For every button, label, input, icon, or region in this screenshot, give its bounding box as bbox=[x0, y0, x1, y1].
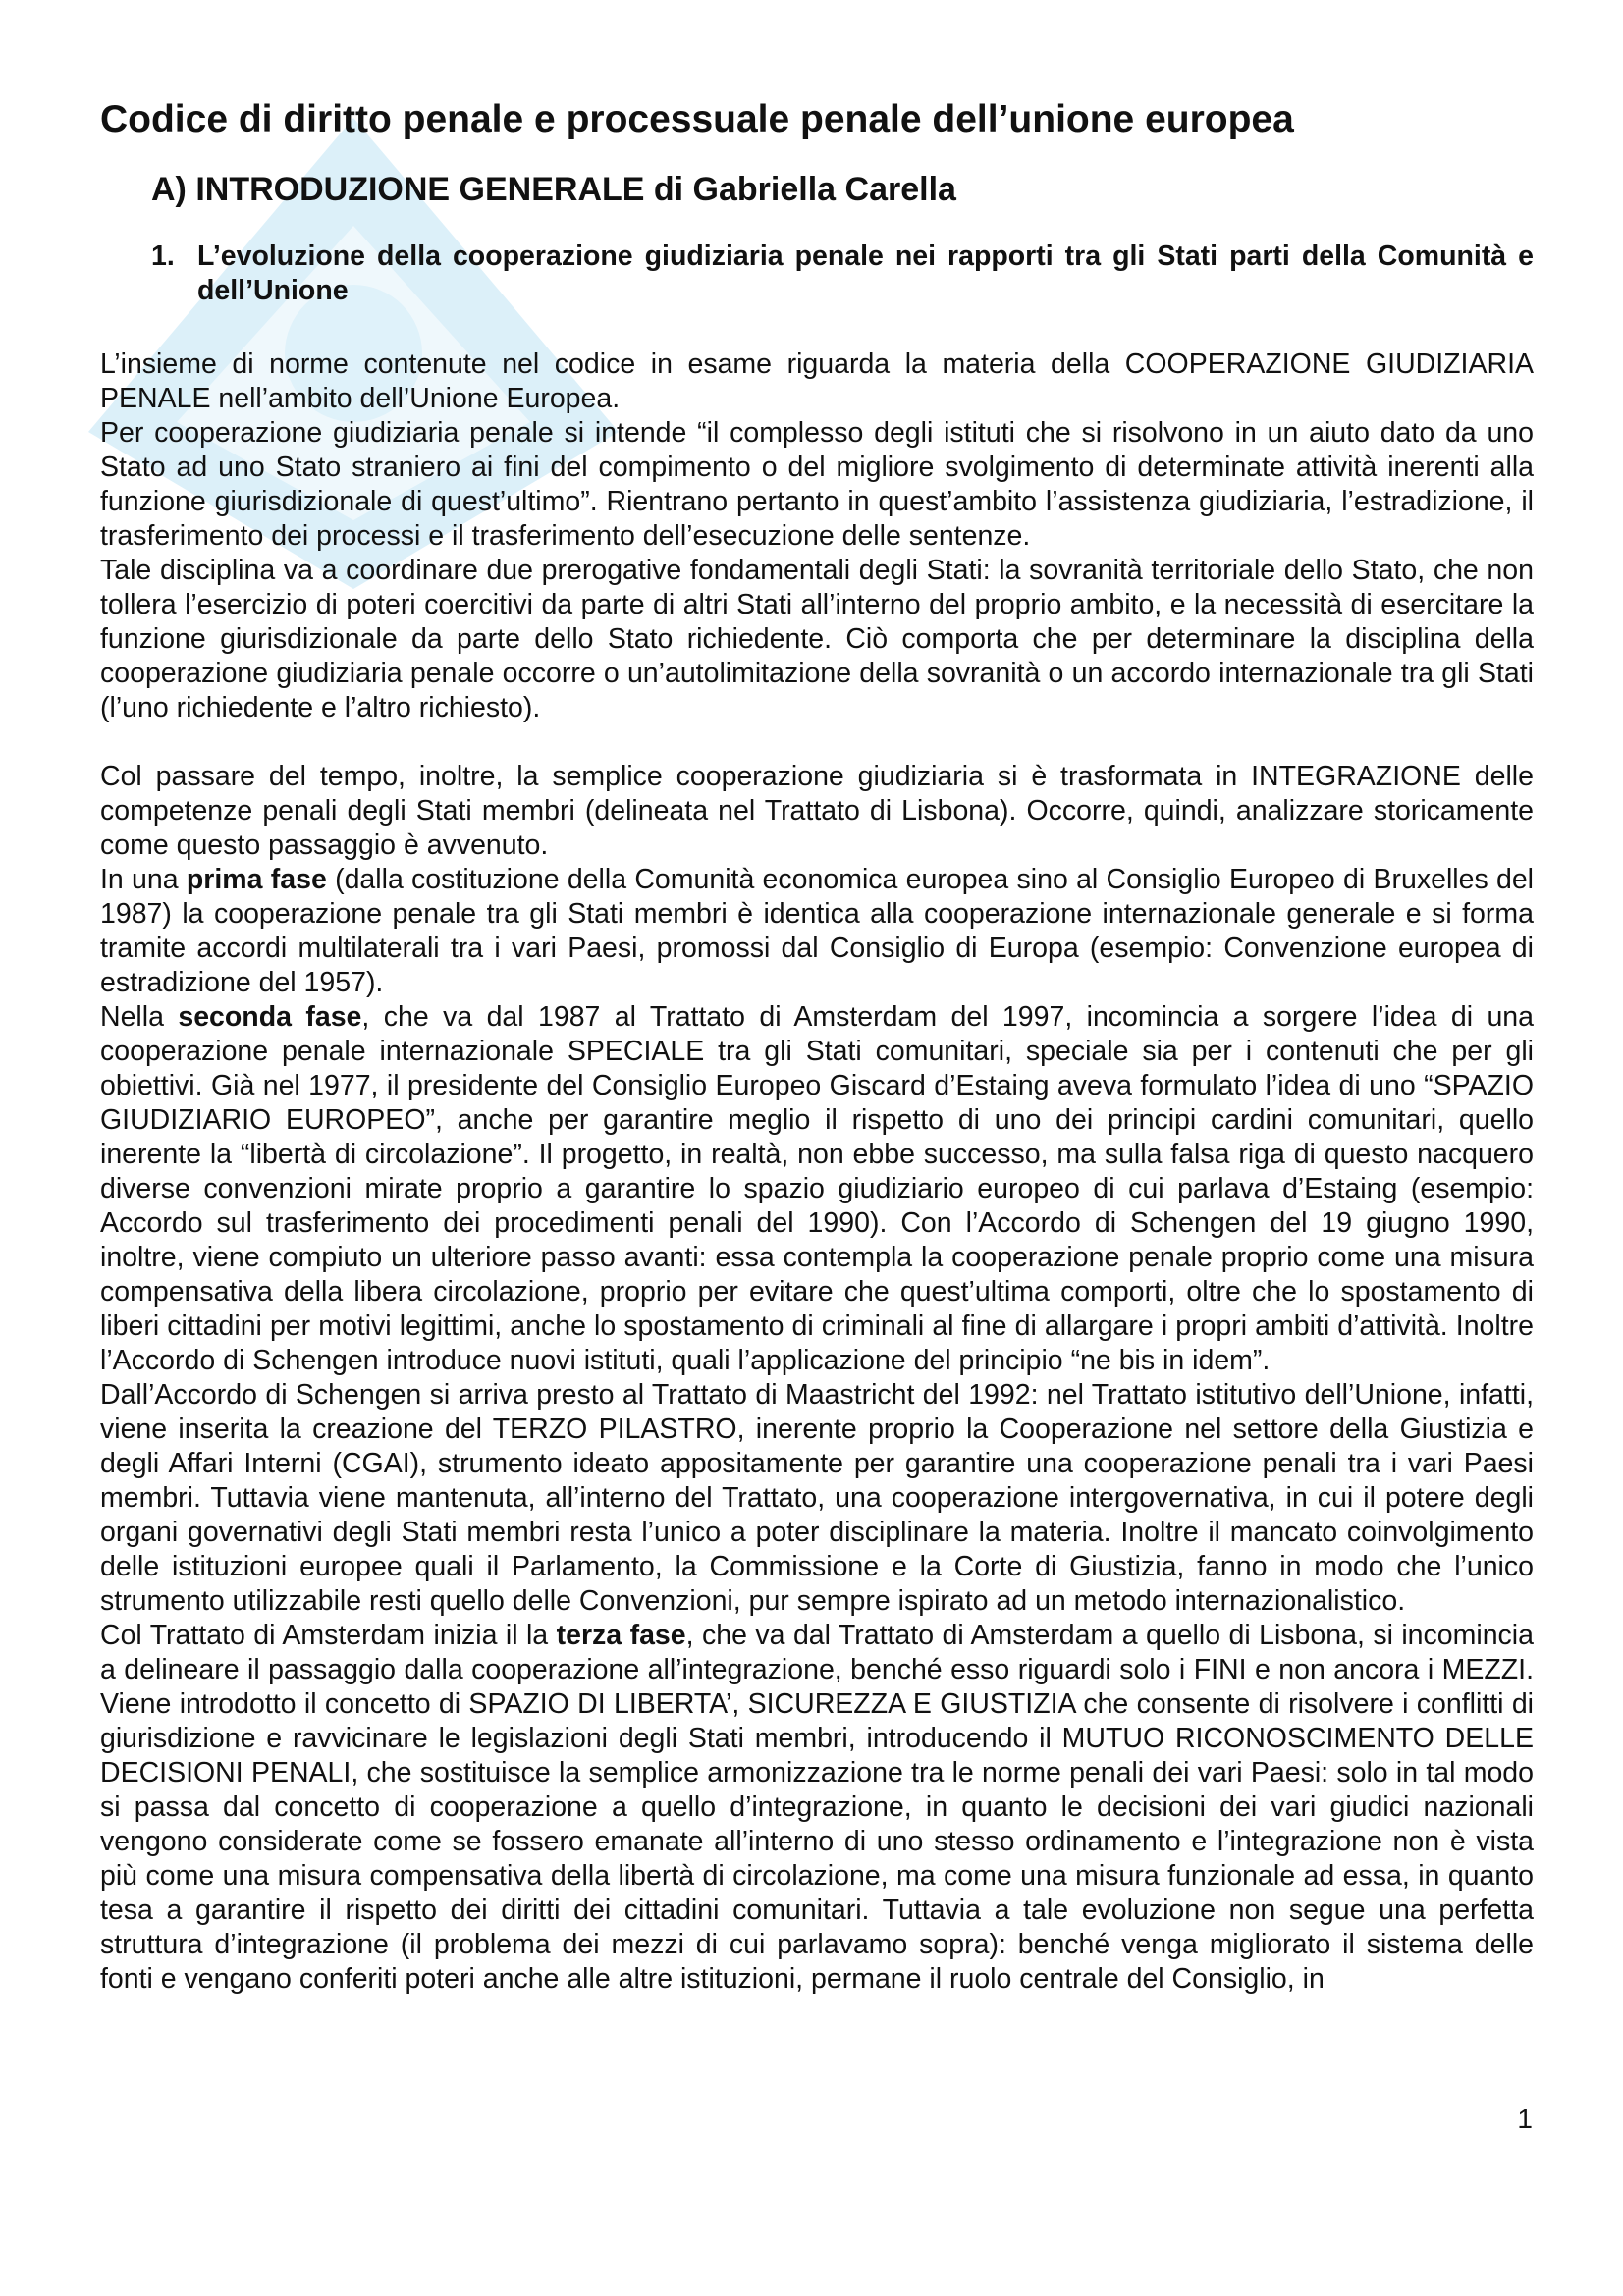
paragraph-2 bbox=[100, 416, 1534, 554]
paragraph-emphasis: terza fase bbox=[556, 1619, 686, 1651]
paragraph-8 bbox=[100, 1619, 1534, 1997]
paragraph-text: (dalla costituzione della Comunità economica europea sino al Consiglio Europeo di Bruxelles del 1987) la cooperazione penale tra gli Stati membri è identica alla cooperazione internazionale generale e si forma tramite accordi multilaterali tra i vari Paesi, promossi dal Consiglio di Europa (esempio: Convenzione europea di estradizione del 1957). bbox=[100, 863, 1535, 998]
document-title: Codice di diritto penale e processuale penale dell’unione europea bbox=[100, 98, 1294, 140]
paragraph-6 bbox=[100, 1000, 1534, 1378]
section-heading: A) INTRODUZIONE GENERALE di Gabriella Carella bbox=[151, 170, 956, 208]
subsection-heading bbox=[151, 240, 1534, 308]
paragraph-text: , che va dal 1987 al Trattato di Amsterdam del 1997, incomincia a sorgere l’idea di una cooperazione penale internazionale SPECIALE tra gli Stati comunitari, speciale sia per i contenuti che per gli obiettivi. Già nel 1977, il presidente del Consiglio Europeo Giscard d’Estaing aveva formulato l’idea di uno “SPAZIO GIUDIZIARIO EUROPEO”, anche per garantire meglio il rispetto di uno dei principi cardini comunitari, quello inerente la “libertà di circolazione”. Il progetto, in realtà, non ebbe successo, ma sulla falsa riga di questo nacquero diverse convenzioni mirate proprio a garantire lo spazio giudiziario europeo di cui parlava d’Estaing (esempio: Accordo sul trasferimento dei procedimenti penali del 1990). Con l’Accordo di Schengen del 19 giugno 1990, inoltre, viene compiuto un ulteriore passo avanti: essa contempla la cooperazione penale proprio come una misura compensativa della libera circolazione, proprio per evitare che quest’ultima comporti, oltre che lo spostamento di liberi cittadini per motivi legittimi, anche lo spostamento di criminali al fine di allargare i propri ambiti d’attività. Inoltre l’Accordo di Schengen introduce nuovi istituti, quali l’applicazione del principio “ne bis in idem”. bbox=[100, 1000, 1534, 1376]
document-body bbox=[100, 98, 1534, 1997]
paragraph-emphasis: seconda fase bbox=[178, 1000, 362, 1033]
paragraph-4 bbox=[100, 760, 1534, 863]
page-number: 1 bbox=[1517, 2104, 1533, 2134]
paragraph-gap bbox=[100, 725, 1534, 760]
subsection-title: L’evoluzione della cooperazione giudiziaria penale nei rapporti tra gli Stati parti della Comunità e dell’Unione bbox=[197, 240, 1534, 306]
paragraph-5 bbox=[100, 863, 1534, 1000]
paragraph-text: Tale disciplina va a coordinare due prerogative fondamentali degli Stati: la sovranità territoriale dello Stato, che non tollera l’esercizio di poteri coercitivi da parte di altri Stati all’interno del proprio ambito, e la necessità di esercitare la funzione giurisdizionale da parte dello Stato richiedente. Ciò comporta che per determinare la disciplina della cooperazione giudiziaria penale occorre o un’autolimitazione della sovranità o un accordo internazionale tra gli Stati (l’uno richiedente e l’altro richiesto). bbox=[100, 554, 1534, 723]
paragraph-text: L’insieme di norme contenute nel codice in esame riguarda la materia della COOPERAZIONE GIUDIZIARIA PENALE nell’ambito dell’Unione Europea. bbox=[100, 347, 1534, 414]
paragraph-1 bbox=[100, 347, 1534, 416]
paragraph-7 bbox=[100, 1378, 1534, 1619]
paragraph-text: Per cooperazione giudiziaria penale si intende “il complesso degli istituti che si risolvono in un aiuto dato da uno Stato ad uno Stato straniero ai fini del compimento o del migliore svolgimento di determinate attività inerenti alla funzione giurisdizionale di quest’ultimo”. Rientrano pertanto in quest’ambito l’assistenza giudiziaria, l’estradizione, il trasferimento dei processi e il trasferimento dell’esecuzione delle sentenze. bbox=[100, 416, 1534, 552]
paragraph-text: , che va dal Trattato di Amsterdam a quello di Lisbona, si incomincia a delineare il passaggio dalla cooperazione all’integrazione, benché esso riguardi solo i FINI e non ancora i MEZZI. Viene introdotto il concetto di SPAZIO DI LIBERTA’, SICUREZZA E GIUSTIZIA che consente di risolvere i conflitti di giurisdizione e ravvicinare le legislazioni degli Stati membri, introducendo il MUTUO RICONOSCIMENTO DELLE DECISIONI PENALI, che sostituisce la semplice armonizzazione tra le norme penali dei vari Paesi: solo in tal modo si passa dal concetto di cooperazione a quello d’integrazione, in quanto le decisioni dei vari giudici nazionali vengono considerate come se fossero emanate all’interno di uno stesso ordinamento e l’integrazione non è vista più come una misura compensativa della libertà di circolazione, ma come una misura funzionale ad essa, in quanto tesa a garantire il rispetto dei diritti dei cittadini comunitari. Tuttavia a tale evoluzione non segue una perfetta struttura d’integrazione (il problema dei mezzi di cui parlavamo sopra): benché venga migliorato il sistema delle fonti e vengano conferiti poteri anche alle altre istituzioni, permane il ruolo centrale del Consiglio, in bbox=[100, 1619, 1534, 1995]
subsection-number: 1. bbox=[151, 240, 175, 272]
paragraph-text: Nella bbox=[100, 1000, 179, 1033]
paragraph-text: In una bbox=[100, 863, 187, 895]
paragraph-emphasis: prima fase bbox=[186, 863, 327, 895]
paragraph-text: Dall’Accordo di Schengen si arriva presto al Trattato di Maastricht del 1992: nel Trattato istitutivo dell’Unione, infatti, viene inserita la creazione del TERZO PILASTRO, inerente proprio la Cooperazione nel settore della Giustizia e degli Affari Interni (CGAI), strumento ideato appositamente per garantire una cooperazione penali tra i vari Paesi membri. Tuttavia viene mantenuta, all’interno del Trattato, una cooperazione intergovernativa, in cui il potere degli organi governativi degli Stati membri resta l’unico a poter disciplinare la materia. Inoltre il mancato coinvolgimento delle istituzioni europee quali il Parlamento, la Commissione e la Corte di Giustizia, fanno in modo che l’unico strumento utilizzabile resti quello delle Convenzioni, pur sempre ispirato ad un metodo internazionalistico. bbox=[100, 1378, 1534, 1617]
paragraph-3 bbox=[100, 554, 1534, 725]
paragraph-text: Col Trattato di Amsterdam inizia il la bbox=[100, 1619, 557, 1651]
paragraph-text: Col passare del tempo, inoltre, la semplice cooperazione giudiziaria si è trasformata in INTEGRAZIONE delle competenze penali degli Stati membri (delineata nel Trattato di Lisbona). Occorre, quindi, analizzare storicamente come questo passaggio è avvenuto. bbox=[100, 760, 1534, 861]
